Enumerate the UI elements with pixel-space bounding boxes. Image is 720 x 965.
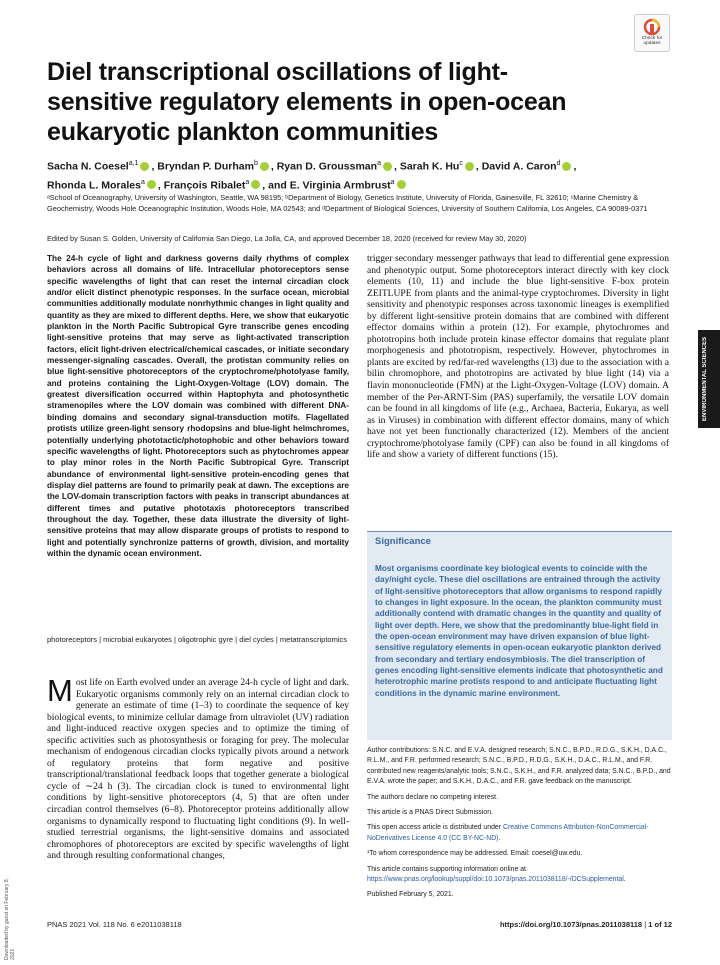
open-access-note <box>367 823 672 844</box>
orcid-icon[interactable] <box>397 180 406 189</box>
supporting-suffix: . <box>623 876 626 884</box>
author-sup: a <box>390 178 395 186</box>
author-name[interactable]: David A. Caron <box>481 160 557 173</box>
check-for-updates-badge[interactable] <box>634 14 670 52</box>
author-sup: c <box>459 160 463 167</box>
author-sup: a,1 <box>128 160 139 167</box>
keywords: photoreceptors | microbial eukaryotes | oligotrophic gyre | diel cycles | metatranscriptomics <box>47 635 347 644</box>
author-name[interactable]: Sarah K. Hu <box>399 160 460 173</box>
body-text-right: trigger secondary messenger pathways that lead to differential gene expression and phenotypic output. Some photoreceptors interact directly with key clock elements (10, 11) and include the blue light-sensitive F-box protein ZEITLUPE from plants and the animal-type cryptochromes. Diversity in light sensitivity and phenotypic responses across taxonomic lineages is exemplified by different light-sensitive protein domains that are combined with different effector domains within a protein (12). For example, phytochromes and phototropins both include protein kinase effector domains that regulate plant morphogenesis and phototropism, respectively. However, phytochromes in plants are excited by red/far-red wavelengths (13) due to the association with a bilin chromophore, and phototropins are activated by blue light (14) via a flavin mononucleotide (FMN) at the Light-Oxygen-Voltage (LOV) domain. A member of the Per-ARNT-Sim (PAS) superfamily, the versatile LOV domain can be found in all kingdoms of life (e.g., Archaea, Bacteria, Eukarya, as well as in Viruses) in combination with different effector domains, many of which have not yet been functionally characterized (12). Members of the ancient cryptochrome/photolyase family (CPF) can also be found in all kingdoms of life and show a variety of different functions (15). <box>367 253 669 461</box>
doi-link[interactable]: https://doi.org/10.1073/pnas.2011038118 <box>499 920 643 929</box>
article-notes <box>367 746 672 906</box>
author-name[interactable]: François Ribalet <box>163 179 246 191</box>
author-name[interactable]: Ryan D. Groussman <box>276 160 378 173</box>
abstract: The 24-h cycle of light and darkness governs daily rhythms of complex behaviors across all domains of life. Intracellular photoreceptors sense specific wavelengths of light that can reset the internal circadian clock and/or elicit distinct phenotypic responses. In the surface ocean, microbial communities additionally modulate nonrhythmic changes in light quality and quantity as they are mixed to different depths. Here, we show that eukaryotic plankton in the North Pacific Subtropical Gyre transcribe genes encoding light-sensitive proteins that may serve as light-activated transcription factors, elicit light-driven electrical/chemical cascades, or initiate secondary messenger-signaling cascades. Overall, the protistan community relies on blue light-sensitive photoreceptors of the cryptochrome/photolyase family, and proteins containing the Light-Oxygen-Voltage (LOV) domain. The greatest diversification occurred within Haptophyta and photosynthetic stramenopiles where the LOV domain was combined with different DNA-binding domains and secondary signal-transduction motifs. Flagellated protists utilize green-light sensory rhodopsins and blue-light helmchromes, potentially underlying phototactic/photophobic and other behaviors toward specific wavelengths of light. Photoreceptors such as phytochromes appear to play minor roles in the North Pacific Subtropical Gyre. Transcript abundance of environmental light-sensitive protein-encoding genes that display diel patterns are found to primarily peak at dawn. The exceptions are the LOV-domain transcription factors with peaks in transcript abundances at different times and putative phototaxis photoreceptors transcribed throughout the day. Together, these data illustrate the diversity of light-sensitive proteins that may allow disparate groups of protists to respond to light and potentially synchronize patterns of growth, division, and mortality within the dynamic ocean environment. <box>47 254 349 558</box>
body-left-paragraph: ost life on Earth evolved under an average 24-h cycle of light and dark. Eukaryotic organisms commonly rely on an internal circadian clock to generate an estimate of time (1–3) to coordinate the sequence of key biological events, to minimize cellular damage from ultraviolet (UV) radiation and light-induced reactive oxygen species and to optimize the timing of specific activities such as photosynthesis or foraging for prey. The molecular mechanism of endogenous circadian clocks typically pivots around a network of regulatory proteins that form negative and positive transcriptional/translational feedback loops that together generate a biological cycle of ∼24 h (3). The circadian clock is tuned to environmental light conditions by light-sensitive photoreceptors (4, 5) that are often under circadian control themselves (6–8). Photoreceptor proteins additionally allow organisms to dynamically respond to fluctuating light conditions (9). In well-studied terrestrial organisms, the light-sensitive domains and associated chromophores of photoreceptors are excited by specific wavelengths of light and through resulting conformational changes, <box>47 677 349 862</box>
orcid-icon[interactable] <box>465 162 474 171</box>
author-name[interactable]: Sacha N. Coesel <box>47 160 129 173</box>
orcid-icon[interactable] <box>562 162 571 171</box>
badge-line2: updates <box>643 41 661 46</box>
author-list: Sacha N. Coesel$^{a,1}$ , Bryndan P. Durham$^b$ , Ryan D. Groussman$^a$ , Sarah K. Hu$^c$ , David A. Caron$^d$ , Rhonda L. Morales$^a$ , François Ribalet$^a$ , and E. Virginia Armbrust$^a$ <box>47 160 577 191</box>
footer-right <box>460 920 672 929</box>
published-date: Published February 5, 2021. <box>367 891 454 899</box>
page-number: 1 of 12 <box>648 920 672 929</box>
correspondence-note: ¹To whom correspondence may be addressed. Email: coesel@uw.edu. <box>367 850 583 858</box>
edited-by-line: Edited by Susan S. Golden, University of California San Diego, La Jolla, CA, and approved December 18, 2020 (received for review May 30, 2020) <box>47 234 527 243</box>
author-name[interactable]: Bryndan P. Durham <box>157 160 254 173</box>
affiliations: ᵃSchool of Oceanography, University of Washington, Seattle, WA 98195; ᵇDepartment of Biology, Genetics Institute, University of Florida, Gainesville, FL 32610; ᶜMarine Chemistry & Geochemistry, Woods Hole Oceanographic Institution, Woods Hole, MA 02543; and ᵈDepartment of Biological Sciences, University of Southern California, Los Angeles, CA 90089-0371 <box>47 193 648 213</box>
journal-citation: PNAS 2021 Vol. 118 No. 6 e2011038118 <box>47 920 182 929</box>
section-tab-label: ENVIRONMENTAL SCIENCES <box>702 336 708 422</box>
orcid-icon[interactable] <box>251 180 260 189</box>
article-title: Diel transcriptional oscillations of light-sensitive regulatory elements in open-ocean eukaryotic plankton communities <box>47 58 567 146</box>
author-sup: d <box>556 160 561 167</box>
badge-line1: Check for <box>641 36 663 41</box>
license-link[interactable]: Creative Commons Attribution-NonCommercial-NoDerivatives License 4.0 (CC BY-NC-ND) <box>367 824 649 842</box>
author-contributions: Author contributions: S.N.C. and E.V.A. designed research; S.N.C., B.P.D., R.D.G., S.K.H., D.A.C., R.L.M., and F.R. performed research; S.N.C., B.P.D., R.D.G., S.K.H., D.A.C., R.L.M., and F.R. contributed new reagents/analytic tools; S.N.C., S.K.H., and F.R. analyzed data; S.N.C., B.P.D., and E.V.A. wrote the paper; and S.K.H., D.A.C., and F.R. gave feedback on the manuscript. <box>367 747 671 786</box>
author-sup: a <box>245 178 250 186</box>
supporting-info-link[interactable]: https://www.pnas.org/lookup/suppl/doi:10.1073/pnas.2011038118/-/DCSupplemental <box>367 876 624 884</box>
update-badge-icon <box>635 17 669 37</box>
author-sup: b <box>253 160 258 167</box>
significance-text: Most organisms coordinate key biological events to coincide with the day/night cycle. These diel oscillations are entrained through the activity of light-sensitive photoreceptors that allow organisms to respond rapidly to changes in light exposure. In the ocean, the plankton community must additionally contend with dramatic changes in the quantity and quality of light over depth. Here, we show that the predominantly blue-light field in the open-ocean environment may have driven expansion of blue light-sensitive regulatory elements in open-ocean eukaryotic plankton derived from secondary and tertiary endosymbiosis. The diel transcription of genes encoding light-sensitive elements indicate that photosynthetic and heterotrophic marine protists respond to and anticipate fluctuating light conditions in the dynamic marine environment. <box>375 564 663 698</box>
orcid-icon[interactable] <box>260 162 269 171</box>
author-name[interactable]: Rhonda L. Morales <box>47 179 141 191</box>
author-sup: a <box>140 178 145 186</box>
open-access-prefix: This open access article is distributed under <box>367 824 503 832</box>
orcid-icon[interactable] <box>140 162 149 171</box>
competing-interest: The authors declare no competing interest. <box>367 793 498 801</box>
badge-label <box>635 36 669 46</box>
direct-submission: This article is a PNAS Direct Submission. <box>367 809 493 817</box>
significance-title: Significance <box>375 536 431 547</box>
drop-cap: M <box>47 673 73 708</box>
download-note: Downloaded by guest on February 8, 2021 <box>4 878 16 960</box>
open-access-suffix: . <box>498 834 501 842</box>
author-name[interactable]: E. Virginia Armbrust <box>289 179 391 191</box>
section-tab <box>698 330 720 428</box>
body-text-left <box>47 673 349 862</box>
orcid-icon[interactable] <box>147 180 156 189</box>
footer-separator: | <box>644 920 647 929</box>
author-sup: a <box>377 160 381 167</box>
supporting-info-note <box>367 865 672 886</box>
orcid-icon[interactable] <box>383 162 392 171</box>
supporting-prefix: This article contains supporting information online at <box>367 865 526 873</box>
